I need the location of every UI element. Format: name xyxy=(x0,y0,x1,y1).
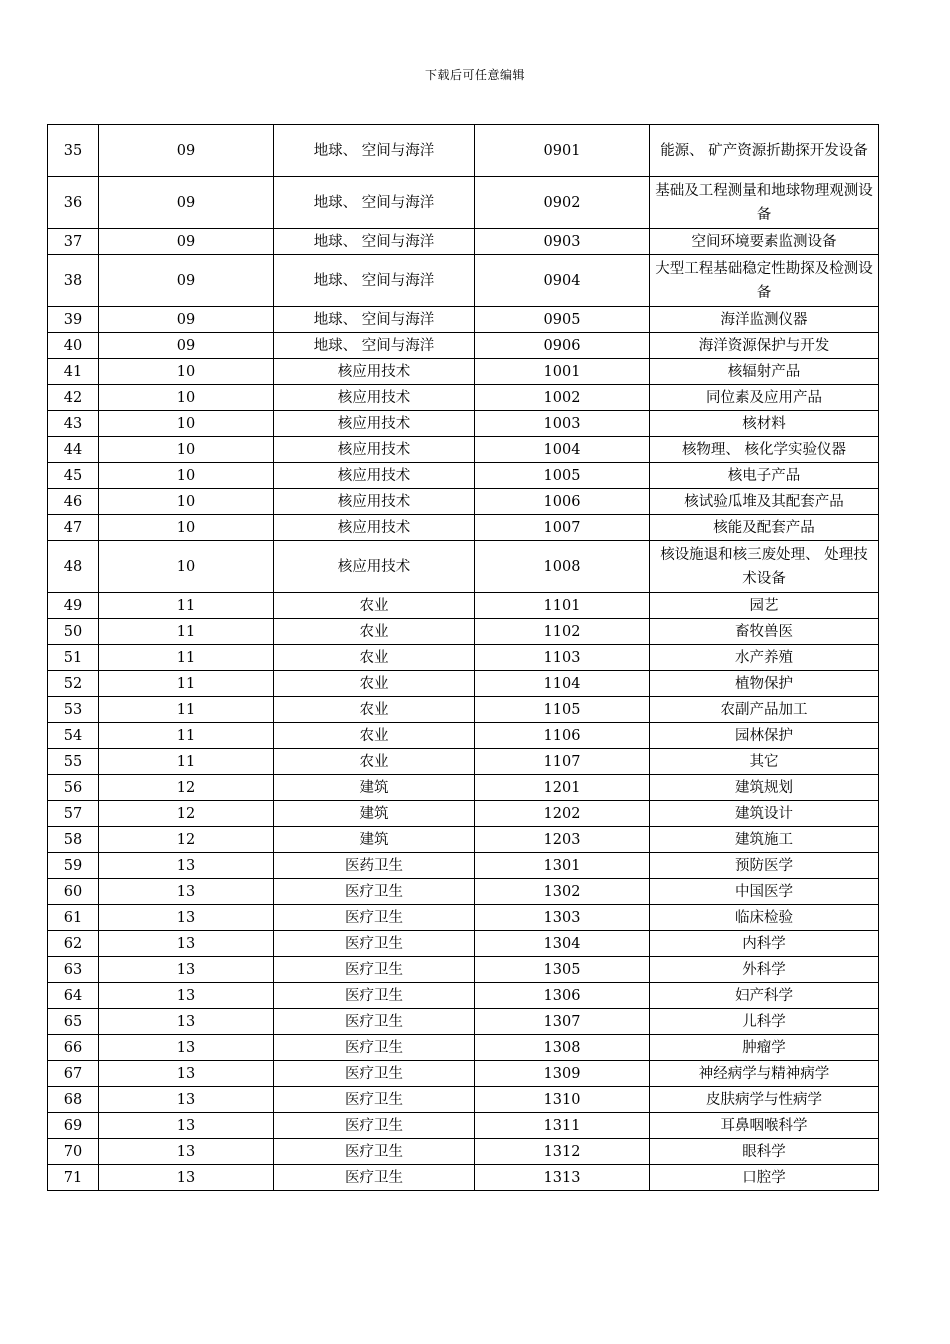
category-code-cell: 09 xyxy=(99,307,274,333)
subcategory-code-cell: 1007 xyxy=(475,515,650,541)
subcategory-code-cell: 1308 xyxy=(475,1035,650,1061)
category-code-cell: 13 xyxy=(99,879,274,905)
table-row xyxy=(48,957,879,983)
subcategory-code-cell: 1001 xyxy=(475,359,650,385)
subcategory-name-cell: 外科学 xyxy=(650,957,879,983)
subcategory-code-cell: 1313 xyxy=(475,1165,650,1191)
category-name-cell: 核应用技术 xyxy=(274,463,475,489)
category-name-cell: 核应用技术 xyxy=(274,385,475,411)
category-name-cell: 建筑 xyxy=(274,801,475,827)
table-body xyxy=(48,125,879,1191)
category-name-cell: 地球、 空间与海洋 xyxy=(274,333,475,359)
table-row xyxy=(48,229,879,255)
table-row xyxy=(48,931,879,957)
category-name-cell: 建筑 xyxy=(274,827,475,853)
category-code-cell: 10 xyxy=(99,489,274,515)
category-code-cell: 13 xyxy=(99,1113,274,1139)
subcategory-code-cell: 0904 xyxy=(475,255,650,307)
subcategory-code-cell: 1203 xyxy=(475,827,650,853)
table-row xyxy=(48,1165,879,1191)
category-name-cell: 医药卫生 xyxy=(274,853,475,879)
category-name-cell: 农业 xyxy=(274,619,475,645)
table-row xyxy=(48,749,879,775)
subcategory-code-cell: 1003 xyxy=(475,411,650,437)
row-index-cell: 55 xyxy=(48,749,99,775)
category-name-cell: 农业 xyxy=(274,645,475,671)
table-row xyxy=(48,1139,879,1165)
row-index-cell: 37 xyxy=(48,229,99,255)
subcategory-name-cell: 农副产品加工 xyxy=(650,697,879,723)
subcategory-name-cell: 临床检验 xyxy=(650,905,879,931)
row-index-cell: 53 xyxy=(48,697,99,723)
subcategory-name-cell: 能源、 矿产资源折勘探开发设备 xyxy=(650,125,879,177)
row-index-cell: 54 xyxy=(48,723,99,749)
row-index-cell: 41 xyxy=(48,359,99,385)
row-index-cell: 58 xyxy=(48,827,99,853)
row-index-cell: 56 xyxy=(48,775,99,801)
category-name-cell: 核应用技术 xyxy=(274,411,475,437)
subcategory-code-cell: 1309 xyxy=(475,1061,650,1087)
category-code-cell: 13 xyxy=(99,931,274,957)
category-name-cell: 地球、 空间与海洋 xyxy=(274,307,475,333)
table-row xyxy=(48,1009,879,1035)
row-index-cell: 64 xyxy=(48,983,99,1009)
category-code-cell: 09 xyxy=(99,177,274,229)
category-name-cell: 农业 xyxy=(274,723,475,749)
row-index-cell: 51 xyxy=(48,645,99,671)
table-row xyxy=(48,801,879,827)
subcategory-code-cell: 1107 xyxy=(475,749,650,775)
row-index-cell: 40 xyxy=(48,333,99,359)
table-row xyxy=(48,1113,879,1139)
subcategory-name-cell: 大型工程基础稳定性勘探及检测设备 xyxy=(650,255,879,307)
table-row xyxy=(48,255,879,307)
category-code-cell: 12 xyxy=(99,775,274,801)
subcategory-code-cell: 1310 xyxy=(475,1087,650,1113)
category-name-cell: 核应用技术 xyxy=(274,359,475,385)
subcategory-code-cell: 0906 xyxy=(475,333,650,359)
row-index-cell: 67 xyxy=(48,1061,99,1087)
subcategory-code-cell: 1004 xyxy=(475,437,650,463)
table-row xyxy=(48,723,879,749)
subcategory-code-cell: 1005 xyxy=(475,463,650,489)
subcategory-name-cell: 核能及配套产品 xyxy=(650,515,879,541)
subcategory-code-cell: 1302 xyxy=(475,879,650,905)
row-index-cell: 61 xyxy=(48,905,99,931)
subcategory-code-cell: 1305 xyxy=(475,957,650,983)
table-row xyxy=(48,411,879,437)
category-name-cell: 核应用技术 xyxy=(274,515,475,541)
row-index-cell: 68 xyxy=(48,1087,99,1113)
subcategory-code-cell: 1002 xyxy=(475,385,650,411)
subcategory-name-cell: 同位素及应用产品 xyxy=(650,385,879,411)
category-code-cell: 11 xyxy=(99,723,274,749)
row-index-cell: 69 xyxy=(48,1113,99,1139)
table-row xyxy=(48,1035,879,1061)
subcategory-name-cell: 神经病学与精神病学 xyxy=(650,1061,879,1087)
table-row xyxy=(48,983,879,1009)
subcategory-name-cell: 植物保护 xyxy=(650,671,879,697)
category-code-cell: 12 xyxy=(99,801,274,827)
subcategory-code-cell: 1306 xyxy=(475,983,650,1009)
subcategory-code-cell: 0905 xyxy=(475,307,650,333)
subcategory-code-cell: 1202 xyxy=(475,801,650,827)
category-name-cell: 农业 xyxy=(274,749,475,775)
row-index-cell: 44 xyxy=(48,437,99,463)
table-row xyxy=(48,385,879,411)
subcategory-code-cell: 0901 xyxy=(475,125,650,177)
subcategory-name-cell: 海洋资源保护与开发 xyxy=(650,333,879,359)
subcategory-code-cell: 0903 xyxy=(475,229,650,255)
subcategory-name-cell: 预防医学 xyxy=(650,853,879,879)
category-name-cell: 医疗卫生 xyxy=(274,905,475,931)
subcategory-code-cell: 1106 xyxy=(475,723,650,749)
table-row xyxy=(48,1061,879,1087)
category-name-cell: 医疗卫生 xyxy=(274,1035,475,1061)
table-row xyxy=(48,125,879,177)
subcategory-code-cell: 1101 xyxy=(475,593,650,619)
category-code-cell: 13 xyxy=(99,983,274,1009)
row-index-cell: 43 xyxy=(48,411,99,437)
category-name-cell: 农业 xyxy=(274,593,475,619)
subcategory-code-cell: 1201 xyxy=(475,775,650,801)
category-name-cell: 医疗卫生 xyxy=(274,1165,475,1191)
row-index-cell: 42 xyxy=(48,385,99,411)
category-name-cell: 医疗卫生 xyxy=(274,957,475,983)
subcategory-name-cell: 海洋监测仪器 xyxy=(650,307,879,333)
subcategory-code-cell: 1312 xyxy=(475,1139,650,1165)
subcategory-code-cell: 1311 xyxy=(475,1113,650,1139)
table-row xyxy=(48,697,879,723)
subcategory-code-cell: 1304 xyxy=(475,931,650,957)
subcategory-name-cell: 水产养殖 xyxy=(650,645,879,671)
category-name-cell: 核应用技术 xyxy=(274,437,475,463)
subcategory-code-cell: 1301 xyxy=(475,853,650,879)
table-row xyxy=(48,359,879,385)
category-code-cell: 13 xyxy=(99,853,274,879)
subcategory-name-cell: 肿瘤学 xyxy=(650,1035,879,1061)
subcategory-name-cell: 口腔学 xyxy=(650,1165,879,1191)
table-row xyxy=(48,515,879,541)
subcategory-name-cell: 建筑施工 xyxy=(650,827,879,853)
table-row xyxy=(48,463,879,489)
subcategory-code-cell: 1103 xyxy=(475,645,650,671)
row-index-cell: 36 xyxy=(48,177,99,229)
row-index-cell: 60 xyxy=(48,879,99,905)
category-code-cell: 11 xyxy=(99,671,274,697)
subcategory-name-cell: 畜牧兽医 xyxy=(650,619,879,645)
subcategory-name-cell: 耳鼻咽喉科学 xyxy=(650,1113,879,1139)
subcategory-name-cell: 内科学 xyxy=(650,931,879,957)
row-index-cell: 57 xyxy=(48,801,99,827)
category-code-cell: 09 xyxy=(99,125,274,177)
subcategory-name-cell: 核辐射产品 xyxy=(650,359,879,385)
subcategory-name-cell: 核电子产品 xyxy=(650,463,879,489)
category-code-cell: 10 xyxy=(99,359,274,385)
page-header: 下载后可任意编辑 xyxy=(424,68,525,82)
row-index-cell: 46 xyxy=(48,489,99,515)
category-code-cell: 13 xyxy=(99,1165,274,1191)
category-code-cell: 13 xyxy=(99,905,274,931)
row-index-cell: 65 xyxy=(48,1009,99,1035)
category-code-cell: 11 xyxy=(99,593,274,619)
table-row xyxy=(48,593,879,619)
category-code-cell: 13 xyxy=(99,1061,274,1087)
category-name-cell: 地球、 空间与海洋 xyxy=(274,177,475,229)
subcategory-name-cell: 园林保护 xyxy=(650,723,879,749)
category-name-cell: 医疗卫生 xyxy=(274,931,475,957)
category-code-cell: 13 xyxy=(99,1087,274,1113)
category-name-cell: 农业 xyxy=(274,697,475,723)
category-code-cell: 11 xyxy=(99,697,274,723)
row-index-cell: 50 xyxy=(48,619,99,645)
subcategory-name-cell: 空间环境要素监测设备 xyxy=(650,229,879,255)
subcategory-code-cell: 1006 xyxy=(475,489,650,515)
category-code-cell: 10 xyxy=(99,515,274,541)
row-index-cell: 49 xyxy=(48,593,99,619)
row-index-cell: 48 xyxy=(48,541,99,593)
table-row xyxy=(48,307,879,333)
row-index-cell: 70 xyxy=(48,1139,99,1165)
table-row xyxy=(48,333,879,359)
category-code-cell: 09 xyxy=(99,333,274,359)
subcategory-name-cell: 眼科学 xyxy=(650,1139,879,1165)
row-index-cell: 38 xyxy=(48,255,99,307)
table-row xyxy=(48,541,879,593)
category-name-cell: 地球、 空间与海洋 xyxy=(274,125,475,177)
subcategory-name-cell: 建筑规划 xyxy=(650,775,879,801)
row-index-cell: 71 xyxy=(48,1165,99,1191)
table-row xyxy=(48,853,879,879)
table-row xyxy=(48,1087,879,1113)
category-name-cell: 核应用技术 xyxy=(274,541,475,593)
table-row xyxy=(48,905,879,931)
subcategory-name-cell: 基础及工程测量和地球物理观测设备 xyxy=(650,177,879,229)
category-name-cell: 医疗卫生 xyxy=(274,1113,475,1139)
table-row xyxy=(48,489,879,515)
row-index-cell: 45 xyxy=(48,463,99,489)
row-index-cell: 35 xyxy=(48,125,99,177)
subcategory-name-cell: 核设施退和核三废处理、 处理技术设备 xyxy=(650,541,879,593)
category-code-cell: 10 xyxy=(99,437,274,463)
row-index-cell: 47 xyxy=(48,515,99,541)
category-code-cell: 13 xyxy=(99,1139,274,1165)
category-name-cell: 核应用技术 xyxy=(274,489,475,515)
table-row xyxy=(48,437,879,463)
category-code-cell: 10 xyxy=(99,541,274,593)
subcategory-code-cell: 1303 xyxy=(475,905,650,931)
category-code-cell: 11 xyxy=(99,645,274,671)
subcategory-name-cell: 核物理、 核化学实验仪器 xyxy=(650,437,879,463)
subcategory-name-cell: 其它 xyxy=(650,749,879,775)
category-name-cell: 地球、 空间与海洋 xyxy=(274,255,475,307)
category-code-cell: 11 xyxy=(99,749,274,775)
subcategory-name-cell: 建筑设计 xyxy=(650,801,879,827)
table-row xyxy=(48,671,879,697)
category-name-cell: 医疗卫生 xyxy=(274,983,475,1009)
category-name-cell: 医疗卫生 xyxy=(274,1009,475,1035)
category-code-cell: 10 xyxy=(99,463,274,489)
subcategory-name-cell: 核材料 xyxy=(650,411,879,437)
category-code-cell: 10 xyxy=(99,411,274,437)
subcategory-name-cell: 儿科学 xyxy=(650,1009,879,1035)
subcategory-code-cell: 0902 xyxy=(475,177,650,229)
subcategory-code-cell: 1008 xyxy=(475,541,650,593)
table-row xyxy=(48,177,879,229)
category-name-cell: 地球、 空间与海洋 xyxy=(274,229,475,255)
category-name-cell: 农业 xyxy=(274,671,475,697)
category-name-cell: 医疗卫生 xyxy=(274,879,475,905)
subcategory-code-cell: 1104 xyxy=(475,671,650,697)
subcategory-code-cell: 1102 xyxy=(475,619,650,645)
subcategory-name-cell: 中国医学 xyxy=(650,879,879,905)
table-row xyxy=(48,879,879,905)
row-index-cell: 62 xyxy=(48,931,99,957)
row-index-cell: 52 xyxy=(48,671,99,697)
row-index-cell: 63 xyxy=(48,957,99,983)
table-row xyxy=(48,775,879,801)
subcategory-code-cell: 1307 xyxy=(475,1009,650,1035)
category-name-cell: 医疗卫生 xyxy=(274,1061,475,1087)
category-name-cell: 医疗卫生 xyxy=(274,1087,475,1113)
category-code-cell: 13 xyxy=(99,1009,274,1035)
data-table xyxy=(47,124,879,1191)
category-code-cell: 09 xyxy=(99,229,274,255)
table-row xyxy=(48,619,879,645)
row-index-cell: 39 xyxy=(48,307,99,333)
category-code-cell: 11 xyxy=(99,619,274,645)
category-code-cell: 09 xyxy=(99,255,274,307)
row-index-cell: 66 xyxy=(48,1035,99,1061)
category-code-cell: 13 xyxy=(99,957,274,983)
category-name-cell: 医疗卫生 xyxy=(274,1139,475,1165)
row-index-cell: 59 xyxy=(48,853,99,879)
category-code-cell: 12 xyxy=(99,827,274,853)
subcategory-name-cell: 园艺 xyxy=(650,593,879,619)
category-code-cell: 13 xyxy=(99,1035,274,1061)
subcategory-name-cell: 核试验瓜堆及其配套产品 xyxy=(650,489,879,515)
subcategory-name-cell: 妇产科学 xyxy=(650,983,879,1009)
category-code-cell: 10 xyxy=(99,385,274,411)
subcategory-name-cell: 皮肤病学与性病学 xyxy=(650,1087,879,1113)
subcategory-code-cell: 1105 xyxy=(475,697,650,723)
table-row xyxy=(48,645,879,671)
table-row xyxy=(48,827,879,853)
category-name-cell: 建筑 xyxy=(274,775,475,801)
